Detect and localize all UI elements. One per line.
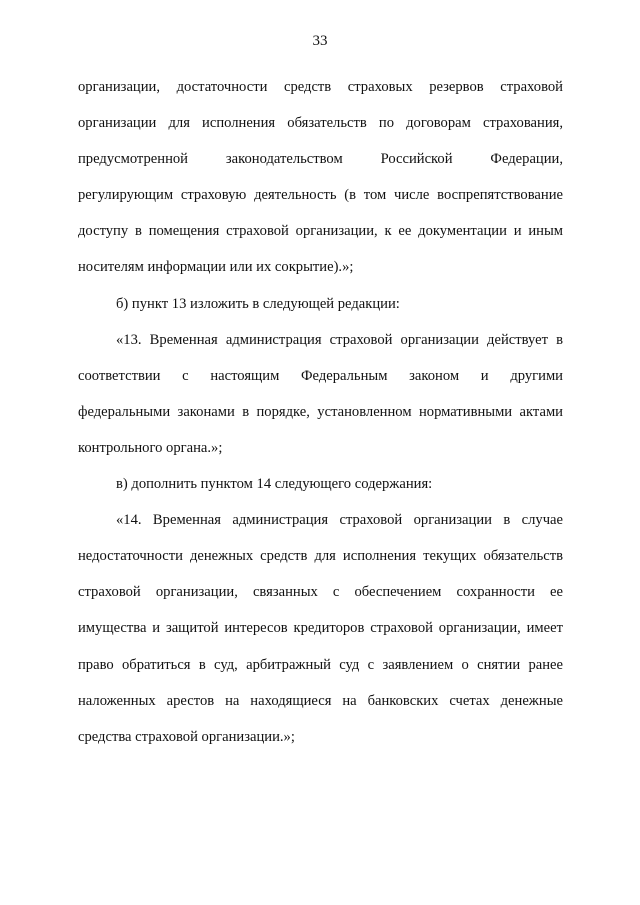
text-line: «14. Временная администрация страховой организации в случае — [116, 512, 563, 529]
text-line: недостаточности денежных средств для исполнения текущих обязательств — [78, 548, 563, 565]
text-line: в) дополнить пунктом 14 следующего содержания: — [116, 476, 433, 493]
text-line: соответствии с настоящим Федеральным законом и другими — [78, 367, 563, 384]
text-line: носителям информации или их сокрытие).»; — [78, 259, 354, 276]
page-number: 33 — [312, 33, 328, 49]
text-line: федеральными законами в порядке, установленном нормативными актами — [78, 403, 563, 420]
text-line: регулирующим страховую деятельность (в том числе воспрепятствование — [78, 187, 563, 204]
text-line: средства страховой организации.»; — [78, 728, 295, 745]
text-line: наложенных арестов на находящиеся на банковских счетах денежные — [78, 692, 563, 709]
text-line: организации, достаточности средств страховых резервов страховой — [78, 79, 563, 95]
text-line: страховой организации, связанных с обеспечением сохранности ее — [78, 584, 563, 601]
text-line: организации для исполнения обязательств по договорам страхования, — [78, 115, 563, 132]
text-line: б) пункт 13 изложить в следующей редакции: — [116, 295, 400, 312]
paragraph-clause-14 — [78, 502, 563, 755]
text-line: контрольного органа.»; — [78, 439, 223, 456]
text-line: право обратиться в суд, арбитражный суд с заявлением о снятии ранее — [78, 656, 563, 673]
paragraph-item-v — [78, 466, 563, 502]
paragraph-continuation — [78, 69, 563, 286]
document-body — [78, 69, 563, 755]
text-line: доступу в помещения страховой организации, к ее документации и иным — [78, 223, 563, 240]
text-line: имущества и защитой интересов кредиторов страховой организации, имеет — [78, 620, 563, 637]
text-line: предусмотренной законодательством Российской Федерации, — [78, 151, 563, 168]
text-line: «13. Временная администрация страховой организации действует в — [116, 331, 563, 348]
paragraph-item-b — [78, 286, 563, 322]
paragraph-clause-13 — [78, 322, 563, 466]
